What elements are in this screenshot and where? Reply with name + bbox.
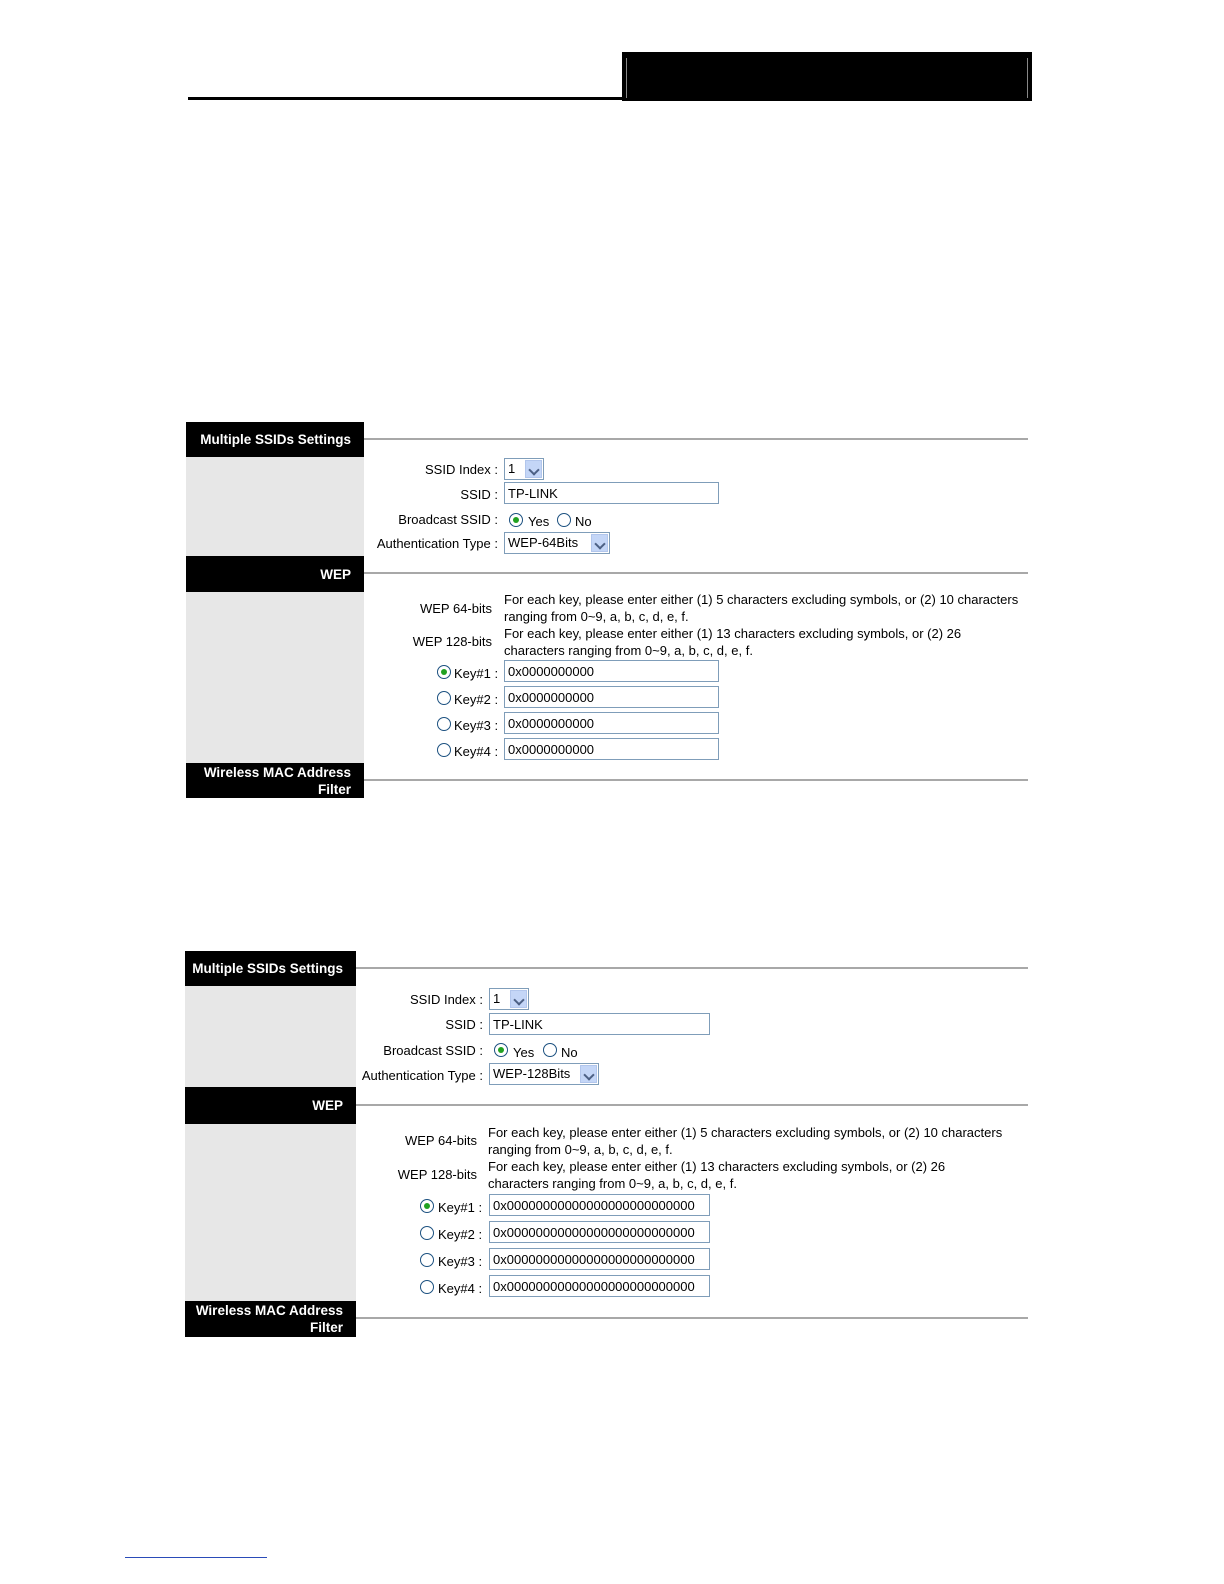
wep64-description: For each key, please enter either (1) 5 characters excluding symbols, or (2) 10 characters ranging from 0~9, a, b, c, d, e, f. [488,1125,1003,1157]
chevron-down-icon [580,1065,597,1083]
ssid-index-label: SSID Index : [410,992,483,1007]
key4-label: Key#4 : [438,1281,483,1296]
authentication-type-select[interactable]: WEP-64Bits [504,532,610,554]
authentication-type-select[interactable]: WEP-128Bits [489,1063,599,1085]
broadcast-yes-radio[interactable] [509,513,523,527]
divider [356,1104,1028,1106]
ssid-index-select[interactable]: 1 [489,988,529,1010]
key1-label: Key#1 : [438,1200,483,1215]
broadcast-no-radio[interactable] [543,1043,557,1057]
key1-label: Key#1 : [454,666,499,681]
divider [356,967,1028,969]
wep128-description: For each key, please enter either (1) 13 characters excluding symbols, or (2) 26 characters ranging from 0~9, a, b, c, d, e, f. [504,626,962,658]
key4-input[interactable] [489,1275,710,1297]
ssid-index-label: SSID Index : [425,462,498,477]
wep128-description: For each key, please enter either (1) 13 characters excluding symbols, or (2) 26 characters ranging from 0~9, a, b, c, d, e, f. [488,1159,946,1191]
key3-label: Key#3 : [438,1254,483,1269]
left-column [186,422,364,798]
key2-input[interactable] [489,1221,710,1243]
mac-filter-title-line1: Wireless MAC Address [203,764,351,780]
mac-filter-header [185,1301,356,1337]
authentication-type-label: Authentication Type : [361,1068,483,1083]
key2-radio[interactable] [420,1226,434,1240]
left-column [185,951,356,1337]
authentication-type-label: Authentication Type : [376,536,498,551]
section-title: Multiple SSIDs Settings [192,961,343,976]
wep64-label: WEP 64-bits [419,601,492,616]
wep128-settings-panel [185,951,1028,1337]
chevron-down-icon [525,460,542,478]
divider [364,572,1028,574]
divider [364,779,1028,781]
wep64-label: WEP 64-bits [404,1133,477,1148]
broadcast-ssid-label: Broadcast SSID : [398,512,498,527]
mac-filter-title-line2: Filter [309,1320,343,1335]
ssid-input[interactable] [489,1013,710,1035]
mac-filter-title-line2: Filter [317,781,351,797]
key3-input[interactable] [504,712,719,734]
wep128-label: WEP 128-bits [412,634,492,649]
key4-radio[interactable] [420,1280,434,1294]
mac-filter-header [186,763,364,798]
key2-input[interactable] [504,686,719,708]
wep64-settings-panel [186,422,1028,798]
wep64-description: For each key, please enter either (1) 5 characters excluding symbols, or (2) 10 characters ranging from 0~9, a, b, c, d, e, f. [504,592,1019,624]
key1-input[interactable] [504,660,719,682]
key1-radio[interactable] [437,665,451,679]
key2-label: Key#2 : [438,1227,483,1242]
broadcast-ssid-label: Broadcast SSID : [383,1043,483,1058]
divider [356,1317,1028,1319]
broadcast-no-radio[interactable] [557,513,571,527]
header-banner [622,52,1032,101]
wep-header [186,556,364,592]
broadcast-yes-radio[interactable] [494,1043,508,1057]
wep-title: WEP [320,566,351,582]
key4-radio[interactable] [437,743,451,757]
key1-radio[interactable] [420,1199,434,1213]
broadcast-yes-label: Yes [513,1045,535,1060]
wep-header [185,1087,356,1124]
mac-filter-title-line1: Wireless MAC Address [195,1303,343,1318]
key3-input[interactable] [489,1248,710,1270]
key3-radio[interactable] [420,1253,434,1267]
ssid-index-select[interactable]: 1 [504,458,544,480]
multiple-ssids-header [186,422,364,457]
chevron-down-icon [510,990,527,1008]
ssid-input[interactable] [504,482,719,504]
chevron-down-icon [591,534,608,552]
key3-label: Key#3 : [454,718,499,733]
wep-title: WEP [312,1098,343,1113]
header-rule [188,97,624,100]
multiple-ssids-header [185,951,356,986]
wep128-label: WEP 128-bits [397,1167,477,1182]
footer-link-underline [125,1557,267,1558]
broadcast-no-label: No [561,1045,578,1060]
ssid-label: SSID : [445,1017,483,1032]
section-title: Multiple SSIDs Settings [200,432,351,447]
key2-label: Key#2 : [454,692,499,707]
key4-label: Key#4 : [454,744,499,759]
ssid-label: SSID : [460,487,498,502]
broadcast-yes-label: Yes [528,514,550,529]
divider [364,438,1028,440]
key3-radio[interactable] [437,717,451,731]
key4-input[interactable] [504,738,719,760]
key2-radio[interactable] [437,691,451,705]
broadcast-no-label: No [575,514,592,529]
key1-input[interactable] [489,1194,710,1216]
